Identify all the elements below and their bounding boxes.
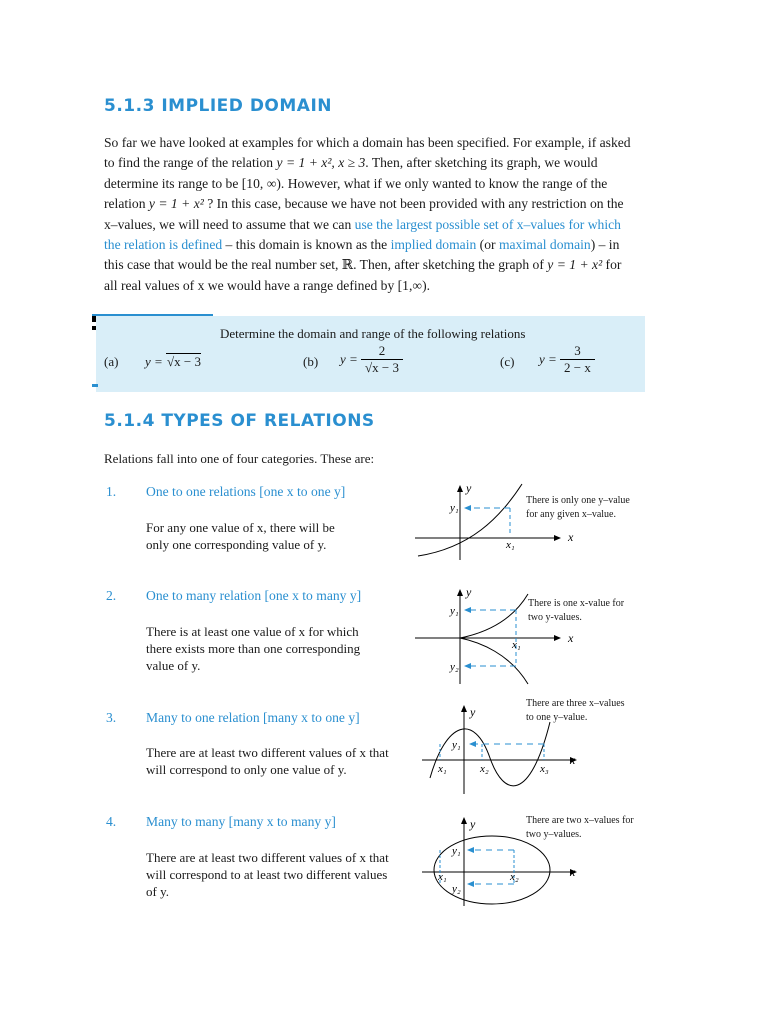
- section-heading-implied-domain: 5.1.3 IMPLIED DOMAIN: [104, 96, 333, 116]
- category-number: 2.: [106, 588, 117, 603]
- para-line-4: relation y = 1 + x² ? In this case, because we have not been provided with any restriction on the: [104, 196, 624, 212]
- category-number: 1.: [106, 484, 117, 499]
- para-line-3: determine its range to be [10, ∞). However, what if we only wanted to know the range of the: [104, 175, 608, 191]
- graph-one-to-one: [410, 478, 580, 568]
- label-y2: y₂: [450, 661, 459, 673]
- section-heading-types-of-relations: 5.1.4 TYPES OF RELATIONS: [104, 411, 375, 431]
- para-line-5: x–values, we will need to assume that we can use the largest possible set of x–values for which: [104, 216, 621, 232]
- para-line-7: this case that would be the real number set, ℝ. Then, after sketching the graph of y = 1 + x² for: [104, 257, 622, 273]
- math-relation: y = 1 + x²: [148, 196, 204, 212]
- graph-note: There is only one y–value for any given x–value.: [526, 495, 630, 520]
- implied-domain-paragraph: [104, 133, 644, 296]
- curve-upper: [460, 594, 528, 638]
- part-c-label: (c): [500, 354, 515, 369]
- axis-label-y: y: [466, 585, 472, 599]
- category-description: For any one value of x, there will be only one corresponding value of y.: [146, 520, 335, 552]
- term-maximal-domain: maximal domain: [498, 237, 591, 253]
- category-title: Many to one relation [many x to one y]: [146, 710, 360, 725]
- graph-many-to-one: [418, 702, 588, 798]
- label-x1: x₁: [438, 871, 447, 883]
- graph-note: There are two x–values for two y–values.: [526, 815, 634, 840]
- part-b-expression: y = $\frac{2}{√x - 3}$: [340, 343, 403, 376]
- para-line-8: all real values of x we would have a range defined by [1,∞).: [104, 277, 430, 293]
- axis-label-x: x: [568, 631, 574, 645]
- para-line-6: the relation is defined – this domain is known as the implied domain (or maximal domain) – in: [104, 237, 620, 253]
- part-c-expression: y = $\frac{3}{2 - x}$: [539, 343, 595, 376]
- curve: [430, 722, 550, 786]
- label-y2: y₂: [452, 883, 461, 895]
- label-x1: x₁: [506, 539, 515, 551]
- axis-label-y: y: [466, 481, 472, 495]
- label-x2: x₂: [510, 871, 519, 883]
- label-y1: y₁: [450, 502, 459, 514]
- term-implied-domain: implied domain: [390, 237, 477, 253]
- label-y1: y₁: [452, 845, 461, 857]
- category-description: There are at least two different values of x that will correspond to only one value of y.: [146, 745, 389, 777]
- category-title: One to many relation [one x to many y]: [146, 588, 362, 603]
- part-a-expression: y = √x − 3: [145, 354, 202, 369]
- graph-note: There is one x-value for two y-values.: [528, 598, 625, 623]
- para-line-1: So far we have looked at examples for which a domain has been specified. For example, if asked: [104, 135, 631, 150]
- graph-one-to-many: [410, 584, 580, 694]
- label-x1: x₁: [512, 639, 521, 651]
- label-x1: x₁: [438, 763, 447, 775]
- category-description: There are at least two different values of x that will correspond to at least two different values of y.: [146, 850, 389, 899]
- label-y1: y₁: [452, 739, 461, 751]
- category-number: 4.: [106, 814, 117, 829]
- axis-label-x: x: [570, 865, 576, 879]
- label-y1: y₁: [450, 605, 459, 617]
- graph-note: There are three x–values to one y–value.: [526, 698, 625, 723]
- axis-label-x: x: [570, 753, 576, 767]
- label-x3: x₃: [540, 763, 549, 775]
- category-title: One to one relations [one x to one y]: [146, 484, 346, 499]
- types-intro: Relations fall into one of four categories. These are:: [104, 451, 375, 466]
- para-line-2: to find the range of the relation y = 1 + x², x ≥ 3. Then, after sketching its graph, we would: [104, 155, 598, 171]
- category-number: 3.: [106, 710, 117, 725]
- axis-label-x: x: [568, 530, 574, 544]
- label-x2: x₂: [480, 763, 489, 775]
- category-description: There is at least one value of x for which there exists more than one corresponding value of y.: [146, 624, 361, 673]
- part-a-label: (a): [104, 354, 119, 369]
- highlight-text: use the largest possible set of x–values for which: [354, 216, 621, 232]
- category-title: Many to many [many x to many y]: [146, 814, 336, 829]
- example-prompt: Determine the domain and range of the following relations: [220, 326, 526, 341]
- math-relation: y = 1 + x², x ≥ 3: [276, 155, 366, 171]
- axis-label-y: y: [470, 817, 476, 831]
- example-box-mark: [92, 384, 98, 387]
- axis-label-y: y: [470, 705, 476, 719]
- part-b-label: (b): [303, 354, 319, 369]
- graph-many-to-many: [418, 814, 588, 910]
